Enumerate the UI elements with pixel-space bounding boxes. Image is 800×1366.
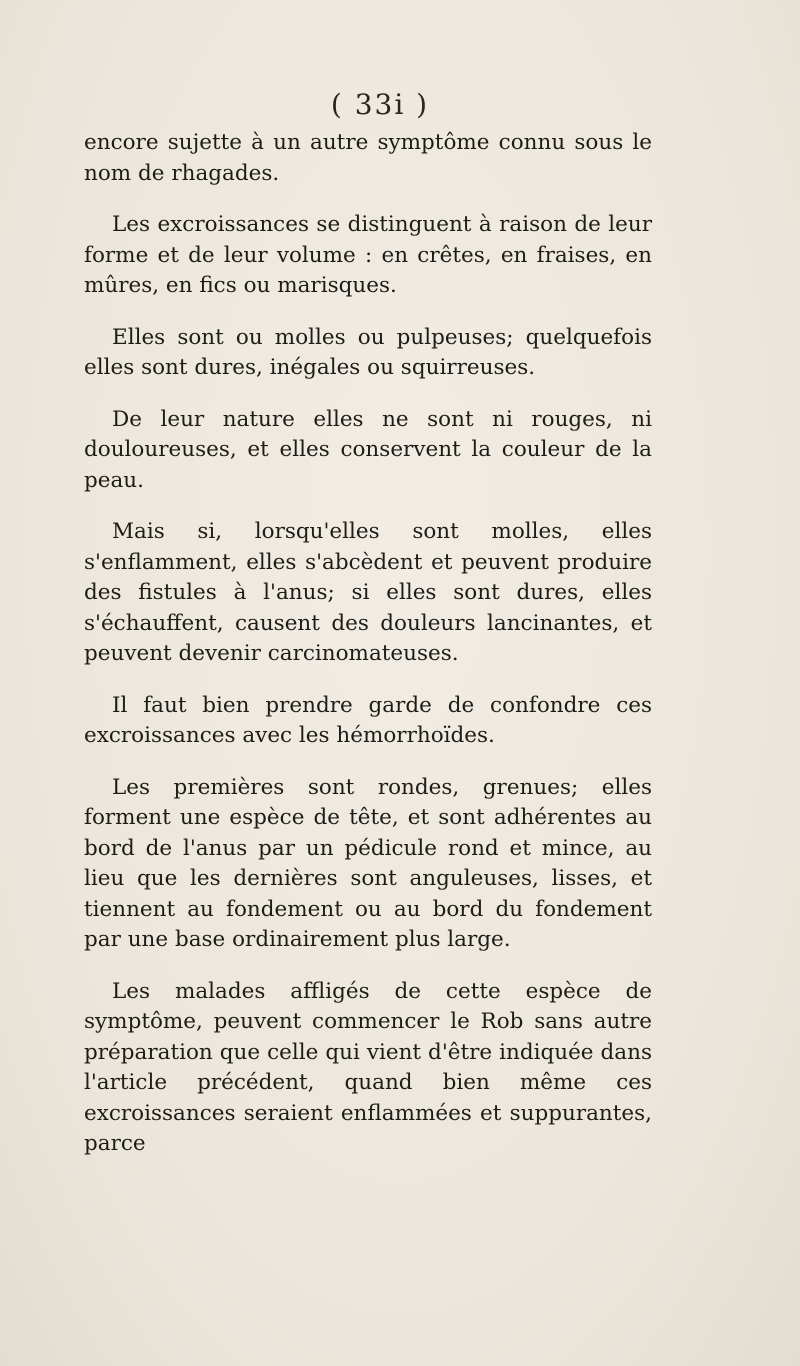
paragraph-continuation: encore sujette à un autre symptôme connu sous le nom de rhagades.	[84, 130, 652, 186]
paragraph: Les excroissances se distinguent à raison de leur forme et de leur volume : en crêtes, en fraises, en mûres, en fics ou marisques.	[84, 212, 652, 298]
paragraph: De leur nature elles ne sont ni rouges, ni douloureuses, et elles conservent la couleur de la peau.	[84, 406, 652, 493]
paragraph: Mais si, lorsqu'elles sont molles, elles s'enflamment, elles s'abcèdent et peuvent produire des fistules à l'anus; si elles sont dures, elles s'échauffent, causent des douleurs lancinantes, et peuvent devenir carcinomateuses.	[84, 519, 652, 666]
paragraph: Il faut bien prendre garde de confondre ces excroissances avec les hémorrhoïdes.	[84, 692, 652, 748]
paragraph: Elles sont ou molles ou pulpeuses; quelquefois elles sont dures, inégales ou squirreuses.	[84, 324, 652, 380]
paragraph: Les premières sont rondes, grenues; elles forment une espèce de tête, et sont adhérentes au bord de l'anus par un pédicule rond et mince, au lieu que les dernières sont anguleuses, lisses, et tiennent au fondement ou au bord du fondement par une base ordinairement plus large.	[84, 774, 652, 952]
paragraph: Les malades affligés de cette espèce de symptôme, peuvent commencer le Rob sans autre préparation que celle qui vient d'être indiquée dans l'article précédent, quand bien même ces excroissances seraient enflammées et suppurantes, parce	[84, 978, 652, 1156]
page-number: ( 33i )	[330, 88, 430, 121]
page-body	[84, 128, 652, 1160]
